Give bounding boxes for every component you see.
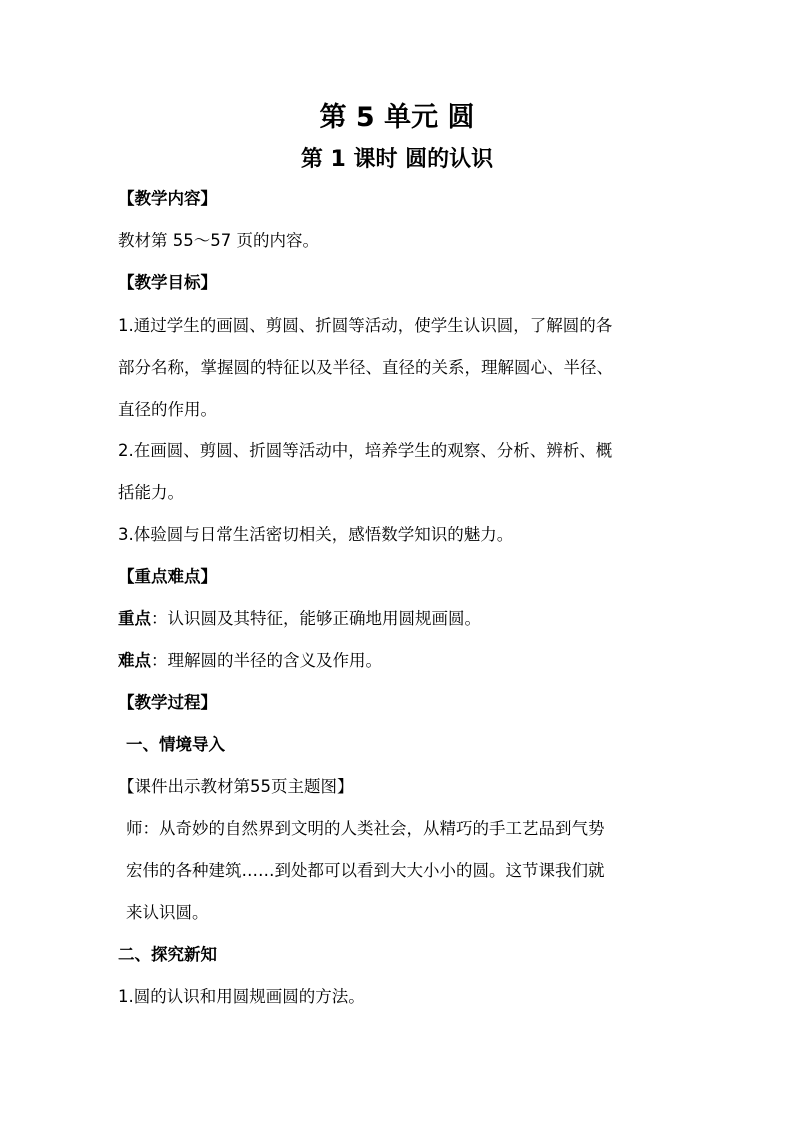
- paragraph-objective-1-line-3: 直径的作用。: [118, 400, 217, 419]
- paragraph-objective-3: 3.体验圆与日常生活密切相关，感悟数学知识的魅力。: [118, 525, 514, 544]
- difficulty-text: ：理解圆的半径的含义及作用。: [151, 651, 382, 670]
- paragraph-key-point: [118, 606, 481, 632]
- paragraph-teacher-line-2: 宏伟的各种建筑……到处都可以看到大大小小的圆。这节课我们就: [126, 861, 605, 880]
- paragraph-courseware-note: 【课件出示教材第55页主题图】: [118, 777, 354, 796]
- difficulty-label: 难点: [118, 651, 151, 670]
- section-heading-key-points: 【重点难点】: [118, 567, 217, 586]
- paragraph-circle-method: 1.圆的认识和用圆规画圆的方法。: [118, 987, 365, 1006]
- paragraph-teacher-line-3: 来认识圆。: [126, 903, 209, 922]
- section-heading-process: 【教学过程】: [118, 693, 217, 712]
- section-heading-content: 【教学内容】: [118, 189, 217, 208]
- lesson-title: 第 1 课时 圆的认识: [300, 147, 494, 172]
- unit-title: 第 5 单元 圆: [319, 102, 475, 133]
- subheading-introduction: 一、情境导入: [126, 735, 225, 754]
- paragraph-objective-2-line-1: 2.在画圆、剪圆、折圆等活动中，培养学生的观察、分析、辨析、概: [118, 441, 613, 460]
- paragraph-teacher-line-1: 师：从奇妙的自然界到文明的人类社会，从精巧的手工艺品到气势: [126, 819, 605, 838]
- key-point-label: 重点: [118, 609, 151, 628]
- key-point-text: ：认识圆及其特征，能够正确地用圆规画圆。: [151, 609, 481, 628]
- section-heading-objectives: 【教学目标】: [118, 273, 217, 292]
- paragraph-difficulty: [118, 648, 382, 674]
- paragraph-objective-2-line-2: 括能力。: [118, 483, 184, 502]
- paragraph-objective-1-line-2: 部分名称，掌握圆的特征以及半径、直径的关系，理解圆心、半径、: [118, 358, 613, 377]
- paragraph-objective-1-line-1: 1.通过学生的画圆、剪圆、折圆等活动，使学生认识圆，了解圆的各: [118, 316, 613, 335]
- subheading-exploration: 二、探究新知: [118, 945, 217, 964]
- paragraph-content: 教材第 55～57 页的内容。: [118, 231, 319, 250]
